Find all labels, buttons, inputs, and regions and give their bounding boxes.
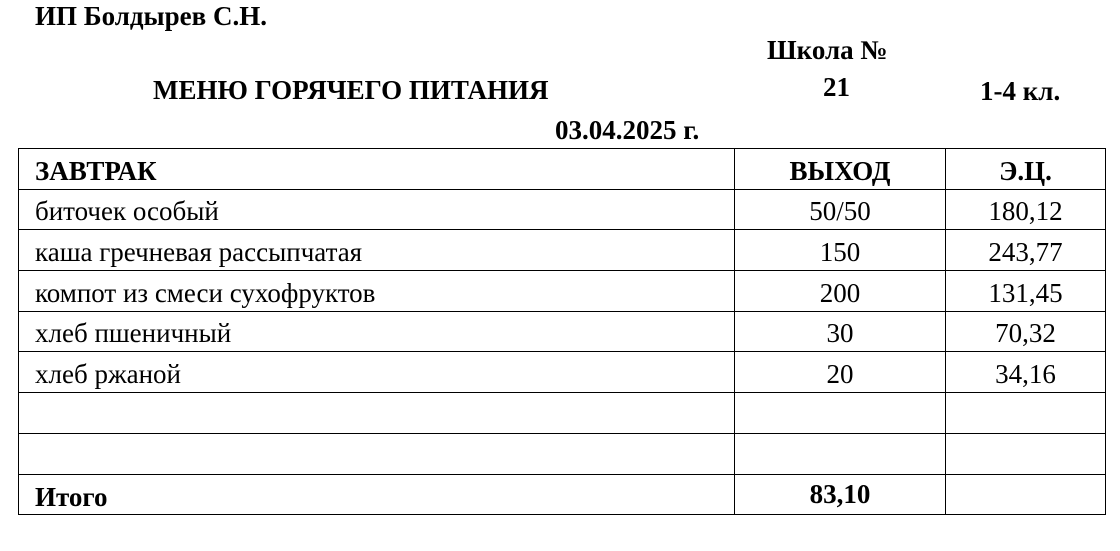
dish-output: 50/50 — [735, 189, 946, 230]
school-number: 21 — [823, 72, 850, 102]
table-row-empty — [19, 433, 1106, 474]
dish-name — [19, 433, 735, 474]
table-row — [19, 311, 1106, 352]
total-energy — [946, 474, 1106, 515]
table-row — [19, 189, 1106, 230]
company-name: ИП Болдырев С.Н. — [35, 1, 267, 31]
menu-table — [18, 148, 1106, 515]
dish-name — [19, 393, 735, 434]
column-header-meal: ЗАВТРАК — [19, 149, 735, 190]
table-row-empty — [19, 393, 1106, 434]
table-row — [19, 230, 1106, 271]
column-header-energy: Э.Ц. — [946, 149, 1106, 190]
dish-name: каша гречневая рассыпчатая — [19, 230, 735, 271]
total-output: 83,10 — [735, 474, 946, 515]
dish-output: 20 — [735, 352, 946, 393]
dish-energy — [946, 393, 1106, 434]
dish-output: 200 — [735, 271, 946, 312]
dish-name: компот из смеси сухофруктов — [19, 271, 735, 312]
column-header-output: ВЫХОД — [735, 149, 946, 190]
menu-date: 03.04.2025 г. — [555, 115, 700, 145]
dish-name: биточек особый — [19, 189, 735, 230]
dish-energy: 180,12 — [946, 189, 1106, 230]
dish-energy — [946, 433, 1106, 474]
dish-output: 150 — [735, 230, 946, 271]
dish-output — [735, 393, 946, 434]
dish-name: хлеб пшеничный — [19, 311, 735, 352]
dish-energy: 70,32 — [946, 311, 1106, 352]
dish-output — [735, 433, 946, 474]
table-header-row — [19, 149, 1106, 190]
grades-label: 1-4 кл. — [980, 76, 1061, 106]
dish-energy: 243,77 — [946, 230, 1106, 271]
total-row — [19, 474, 1106, 515]
dish-output: 30 — [735, 311, 946, 352]
total-label: Итого — [19, 474, 735, 515]
table-row — [19, 271, 1106, 312]
dish-name: хлеб ржаной — [19, 352, 735, 393]
menu-title: МЕНЮ ГОРЯЧЕГО ПИТАНИЯ — [153, 75, 549, 105]
school-label: Школа № — [767, 35, 888, 65]
dish-energy: 131,45 — [946, 271, 1106, 312]
dish-energy: 34,16 — [946, 352, 1106, 393]
table-row — [19, 352, 1106, 393]
